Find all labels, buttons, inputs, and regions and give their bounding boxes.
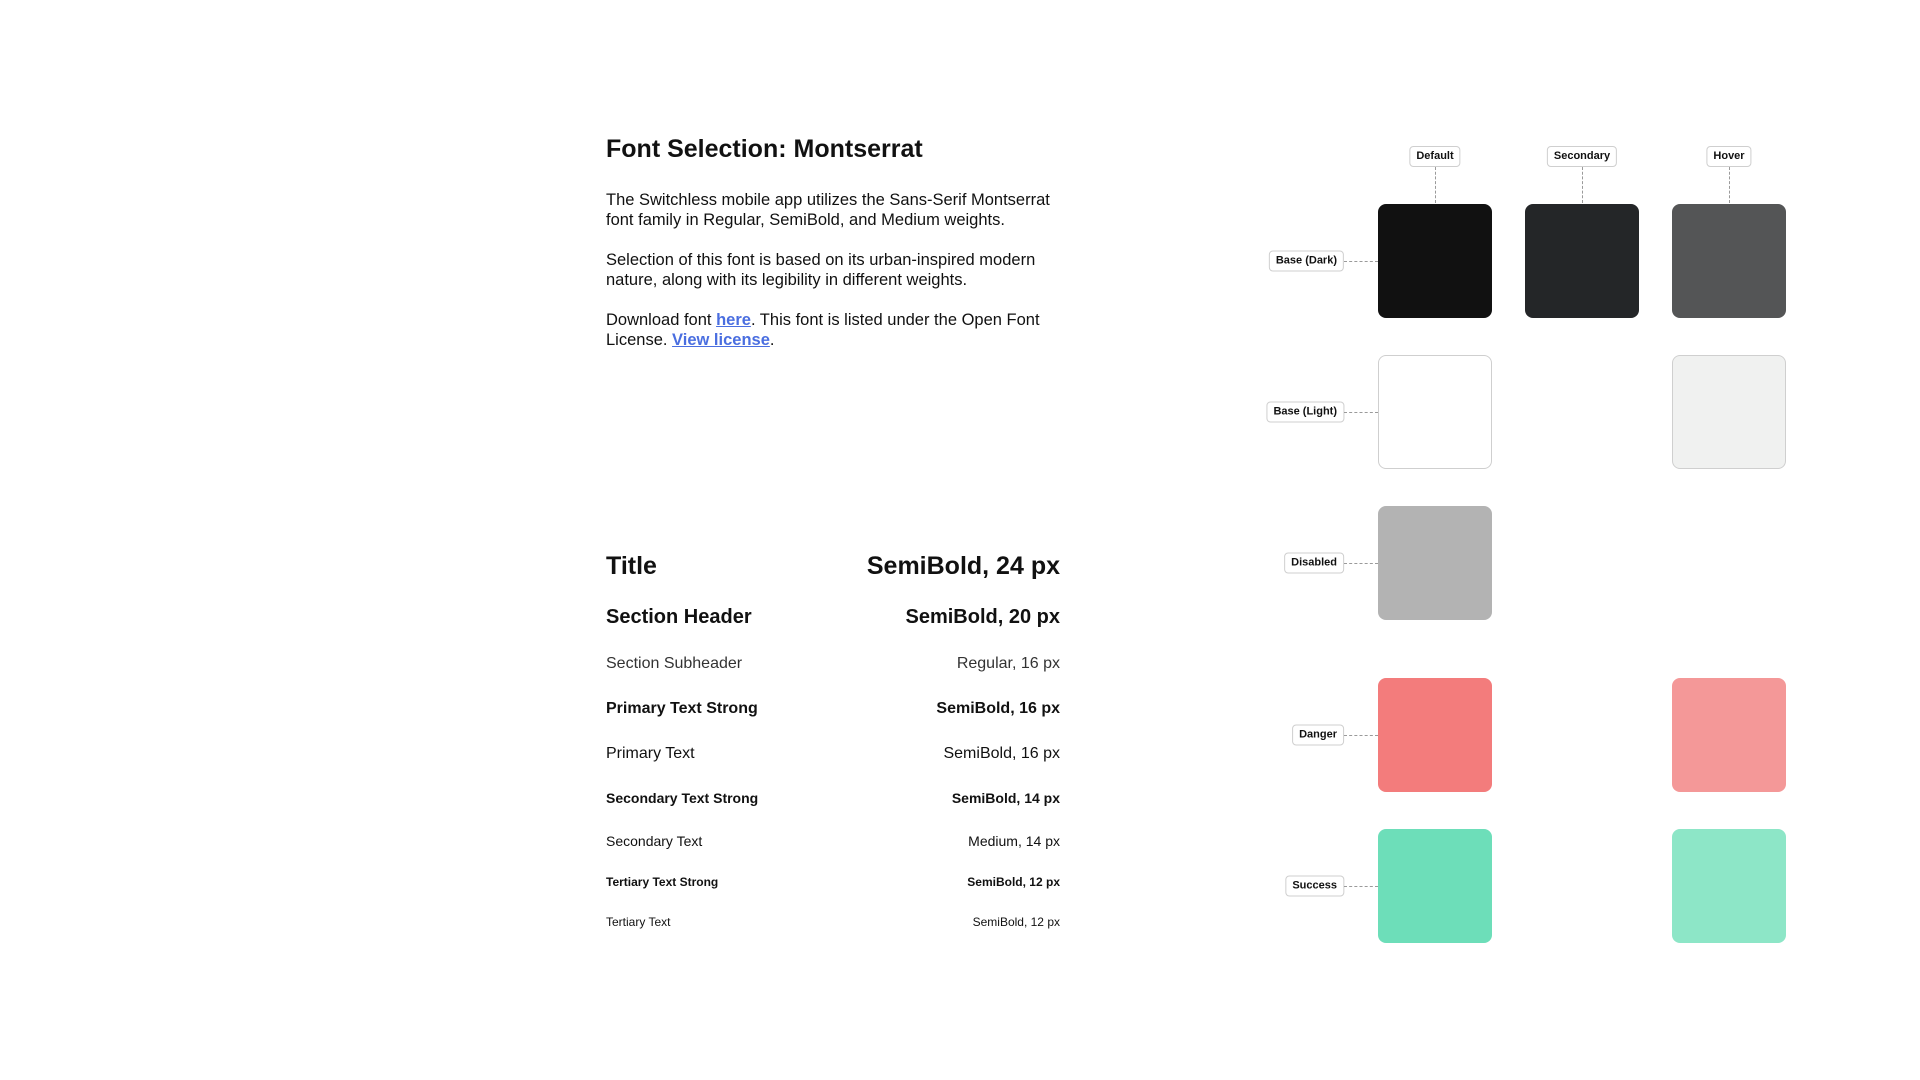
type-spec: SemiBold, 16 px bbox=[936, 700, 1060, 717]
view-license-link[interactable]: View license bbox=[672, 331, 770, 349]
type-row-primary-text bbox=[606, 732, 1060, 776]
hero-heading bbox=[74, 488, 494, 612]
download-text-before: Download font bbox=[606, 311, 717, 329]
download-text-after: . bbox=[769, 331, 775, 349]
type-row-primary-text-strong bbox=[606, 686, 1060, 732]
type-row-title bbox=[606, 540, 1060, 592]
font-selection-title: Font Selection: Montserrat bbox=[606, 135, 923, 163]
type-spec: Medium, 14 px bbox=[968, 833, 1060, 849]
type-row-secondary-text bbox=[606, 820, 1060, 862]
connector-success bbox=[1344, 886, 1378, 887]
row-label-base-light: Base (Light) bbox=[1266, 402, 1344, 423]
type-scale-table bbox=[606, 540, 1060, 942]
swatch-base-dark-default bbox=[1378, 204, 1492, 318]
swatch-base-dark-hover bbox=[1672, 204, 1786, 318]
connector-default bbox=[1435, 167, 1436, 203]
download-text-middle: . This font is listed under the Open Font License. bbox=[606, 311, 1040, 349]
swatch-danger-hover bbox=[1672, 678, 1786, 792]
font-description-2: Selection of this font is based on its urban-inspired modern nature, along with its legibility in different weights. bbox=[606, 251, 1036, 289]
type-name: Primary Text Strong bbox=[606, 700, 758, 717]
swatch-disabled-default bbox=[1378, 506, 1492, 620]
type-name: Section Subheader bbox=[606, 655, 743, 672]
connector-disabled bbox=[1344, 563, 1378, 564]
type-name: Tertiary Text bbox=[606, 915, 671, 929]
font-download-note bbox=[606, 310, 1062, 350]
type-row-section-subheader bbox=[606, 642, 1060, 686]
type-spec: SemiBold, 12 px bbox=[967, 875, 1060, 889]
connector-base-dark bbox=[1344, 261, 1378, 262]
swatch-danger-default bbox=[1378, 678, 1492, 792]
font-selection-section bbox=[606, 133, 1062, 370]
hero-line-2: & Colors bbox=[74, 551, 300, 611]
column-label-default: Default bbox=[1409, 146, 1460, 167]
connector-secondary bbox=[1582, 167, 1583, 203]
swatch-base-light-default bbox=[1378, 355, 1492, 469]
type-spec: SemiBold, 20 px bbox=[905, 605, 1060, 628]
connector-danger bbox=[1344, 735, 1378, 736]
connector-base-light bbox=[1344, 412, 1378, 413]
column-label-hover: Hover bbox=[1706, 146, 1751, 167]
row-label-base-dark: Base (Dark) bbox=[1269, 251, 1344, 272]
type-name: Secondary Text bbox=[606, 833, 703, 849]
type-spec: SemiBold, 16 px bbox=[943, 745, 1060, 762]
type-row-secondary-text-strong bbox=[606, 776, 1060, 820]
row-label-disabled: Disabled bbox=[1284, 553, 1344, 574]
swatch-success-default bbox=[1378, 829, 1492, 943]
type-name: Section Header bbox=[606, 605, 752, 628]
swatch-base-dark-secondary bbox=[1525, 204, 1639, 318]
hero-line-1: Typography bbox=[74, 489, 380, 549]
type-row-section-header bbox=[606, 592, 1060, 642]
type-spec: SemiBold, 14 px bbox=[951, 790, 1060, 806]
type-spec: SemiBold, 24 px bbox=[866, 551, 1060, 580]
type-name: Title bbox=[606, 551, 657, 580]
swatch-base-light-hover bbox=[1672, 355, 1786, 469]
type-row-tertiary-text bbox=[606, 902, 1060, 942]
row-label-danger: Danger bbox=[1292, 725, 1344, 746]
type-spec: SemiBold, 12 px bbox=[972, 915, 1060, 929]
type-name: Secondary Text Strong bbox=[606, 790, 759, 806]
type-spec: Regular, 16 px bbox=[956, 655, 1060, 672]
swatch-success-hover bbox=[1672, 829, 1786, 943]
type-row-tertiary-text-strong bbox=[606, 862, 1060, 902]
color-palette bbox=[1270, 140, 1790, 960]
row-label-success: Success bbox=[1285, 876, 1344, 897]
column-label-secondary: Secondary bbox=[1547, 146, 1617, 167]
connector-hover bbox=[1729, 167, 1730, 203]
type-name: Tertiary Text Strong bbox=[606, 875, 719, 889]
download-font-link[interactable]: here bbox=[716, 311, 751, 329]
font-description-1: The Switchless mobile app utilizes the Sans-Serif Montserrat font family in Regular, SemiBold, and Medium weights. bbox=[606, 191, 1050, 229]
type-name: Primary Text bbox=[606, 745, 695, 762]
